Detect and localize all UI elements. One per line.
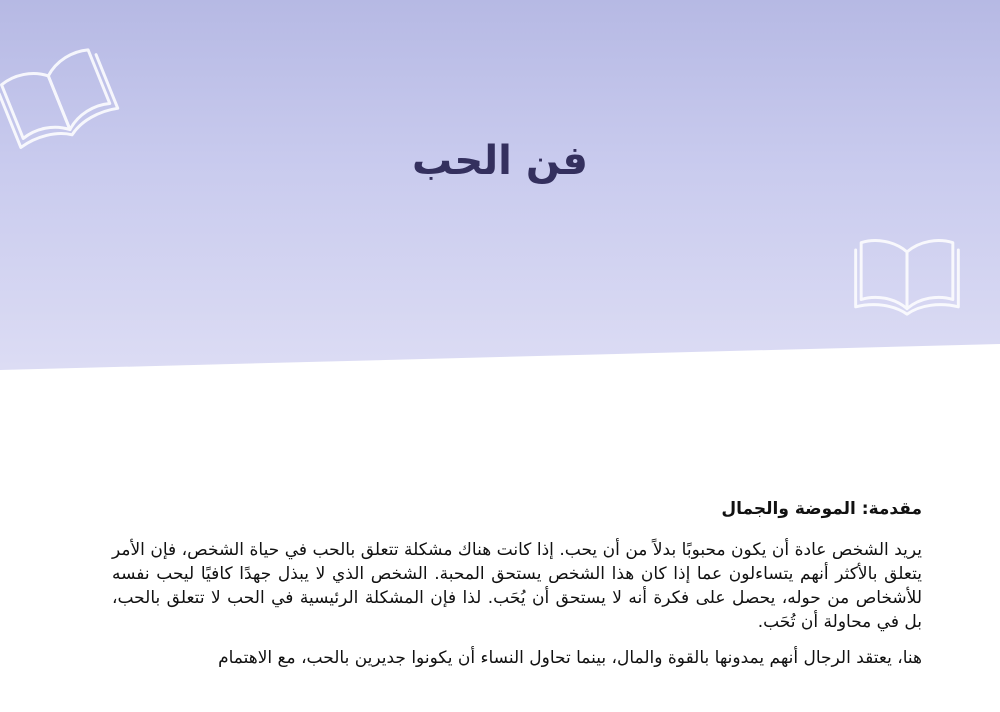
page-title: فن الحب (411, 138, 588, 184)
paragraph: هنا، يعتقد الرجال أنهم يمدونها بالقوة والمال، بينما تحاول النساء أن يكونوا جديرين بالحب، مع الاهتمام (218, 648, 922, 668)
paragraph: يريد الشخص عادة أن يكون محبوبًا بدلاً من أن يحب. إذا كانت هناك مشكلة تتعلق بالحب في حياة الشخص، فإن الأمر يتعلق بالأكثر أنهم يتساءلون عما إذا كان هذا الشخص يستحق المحبة. الشخص الذي لا يبذل جهدًا كافيًا ليحب نفسه للأشخاص من حوله، يحصل على فكرة أنه لا يستحق أن يُحَب. لذا فإن المشكلة الرئيسية في الحب لا تتعلق بالحب، بل في محاولة أن تُحَب. (112, 540, 922, 632)
open-book-icon (852, 222, 962, 322)
article-body (112, 496, 922, 682)
section-heading: مقدمة: الموضة والجمال (721, 499, 922, 519)
